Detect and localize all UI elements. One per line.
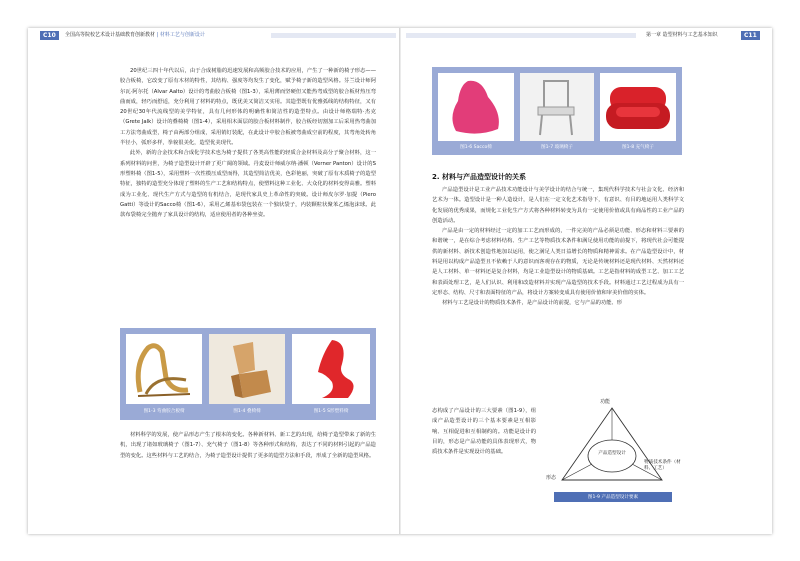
figure-caption: 图1-4 叠椅椅 [233,409,261,414]
paragraph: 产品造型设计是工业产品技术功能设计与美学设计的结合与统一，集现代科学技术与社会文化、经济和艺术为一体。造型设计是一种人造设计，是人们在一定文化艺术指导下，有意识、有目的地运用人类科学文化发展的优秀成果，而规化工业化生产方式将各种材料转变为具有一定使用价值或具有商品性的工业产品的创造活动。 [432,187,684,224]
right-body-text [432,185,684,309]
chair-illustration [438,73,514,141]
page-gutter [399,28,401,534]
left-page-header [28,28,399,42]
label-center: 产品造型设计 [598,451,626,456]
book-spread [28,28,772,534]
paragraph: 20世纪三四十年代以后，由于合成树脂的迅速发展和高频胶合技术的应用，产生了一种新的椅子形态——胶合板椅，它改变了原有木材的特性，其结构、强度等均发生了变化，赋予椅子新的造型风格。芬兰设计师阿尔瓦·阿尔托（Alvar Aalto）设计的弯曲胶合板椅（图1-3），采用薄而坚硬但又能热弯成型的胶合板材热压弯曲而成，轻巧而舒适，充分利用了材料的特点，既优美又简洁又实用。其造型既有优雅弧线的结构特征，又有20世纪30年代流线型的美学特征，具有几何形体的明确性和简洁性的造型特点。由设计师格瑞特·杰克（Grete Jalk）设计的叠椅椅（图1-4），采用相木面层的胶合板材料制作，胶合板经切割加工后采用热弯曲加工方法弯曲成型，椅子由两部分组成，采用销钉装配，在此设计中胶合板被弯曲成空前的程度，其弯角处转角半径小，弧形多样，拳貌很美化，造型优美现代。 [120,68,376,147]
figure-caption: 图1-3 弯曲胶合板椅 [143,409,185,414]
chair-illustration [600,73,676,141]
plywood-chair-photo [209,334,285,404]
sacco-chair-photo [438,73,514,141]
chair-illustration [126,334,202,404]
chapter-title: 第一章 造型材料与工艺基本知识 [646,32,718,38]
inflatable-chair-photo [600,73,676,141]
right-page-header [401,28,772,42]
triangle-diagram [540,388,684,508]
figure-caption: 图1-9 产品造型设计要素 [587,495,639,500]
right-body-text-wrap [432,406,536,457]
paragraph: 材料科学的发展，使产品形态产生了根本的变化。各种新材料、新工艺的出现，给椅子造型带来了新的生机，出现了诸如玻璃椅子（图1-7）、充气椅子（图1-8）等各种形式和结构，表达了不同的材料引起的产品造型的变化。这些材料与工艺的结合，为椅子造型设计提供了更多的造型方法和手段，形成了全新的造型风格。 [120,432,376,459]
label-function: 功能 [600,399,611,405]
left-body-text-bottom [120,430,376,461]
label-material: 物质技术条件（材料、工艺） [644,460,681,471]
book-title: 材料工艺与创新设计 [159,32,205,38]
paragraph: 态构成了产品设计的三大要素（图1-9），组成产品造型设计的三个基本要素是互相影响、互相促进和互相制约的。功能是设计的目的，形态是产品功能的具体表现形式，物质技术条件是实现设计的基础。 [432,408,536,456]
figure-panel-right [432,67,682,155]
label-form: 形态 [546,475,557,481]
figure-caption: 图1-6 Sacco椅 [460,145,492,150]
left-page-number: C10 [40,31,59,40]
header-rule [271,33,396,38]
figure-panel-left [120,328,376,420]
paragraph: 产品是由一定的材料经过一定的加工工艺而形成的，一件完美的产品必须是功能、形态和材料三要素的和谐统一，是在综合考虑材料结构、生产工艺等物质技术条件和满足使用功能的前提下，将现代社会可能提供的新材料、新技术创造性地加以运用，使之满足人类日益增长的物质和精神需求。在产品造型设计中，材料是用以构成产品造型且不依赖于人的意识而客观存在的物质，无论是传统材料还是现代材料、天然材料还是人工材料、单一材料还是复合材料，均是工业造型设计的物质基础。工艺是指材料的成型工艺、加工工艺和表面处理工艺，是人们认识、利用和改造材料并实现产品造型的技术手段。材料通过工艺过程成为具有一定形态、结构、尺寸和表面特征的产品，将设计方案转变成具有使用价值和审美价值的实体。 [432,228,684,296]
right-page-number: C11 [741,31,760,40]
glass-chair-photo [520,73,594,141]
design-elements-diagram [540,388,684,508]
paragraph: 此外，新的合金技术和合成化学技术也为椅子提供了各类高性能的轻质合金材料及高分子聚合材料，这一系列材料的问世，为椅子造型设计开辟了更广阔的领域。丹麦设计师威尔纳·潘顿（Verner Panton）设计的S形塑料椅（图1-5），采用塑料一次性模压成型而得，其造型简洁优美，色彩艳丽，突破了原有木质椅子的造型特征，独特的造型充分体现了塑料的生产工艺和结构特点，使塑料这种工业化、大众化的材料变得高雅。塑料成为工业化、现代生产方式与造型的有机结合，是现代家具史上革命性的突破。设计师皮尔罗·加提（Piero Gatti）等设计的Sacco椅（图1-6），采用乙烯基布袋包装在一个独状袋子，内装颗粒状聚苯乙烯泡沫球。此款布袋椅完全抛弃了家具设计的结构，适应使用者的各种坐姿。 [120,150,376,219]
chair-illustration [520,73,594,141]
s-plastic-chair-photo [292,334,370,404]
figure-caption: 图1-8 充气椅子 [622,145,654,150]
left-body-text [120,66,376,220]
chair-illustration [292,334,370,404]
section-heading: 2. 材料与产品造型设计的关系 [432,173,526,181]
figure-caption: 图1-5 S形塑料椅 [313,409,349,414]
figure-caption: 图1-7 玻璃椅子 [541,145,573,150]
chair-illustration [209,334,285,404]
paragraph: 材料与工艺是设计的物质技术条件，是产品设计的前提，它与产品的功能、形 [442,300,623,307]
left-header-title: 全国高等院校艺术设计基础教育创新教材 | 材料工艺与创新设计 [65,32,205,38]
series-title: 全国高等院校艺术设计基础教育创新教材 [65,32,156,38]
header-rule [406,33,636,38]
bentwood-chair-photo [126,334,202,404]
